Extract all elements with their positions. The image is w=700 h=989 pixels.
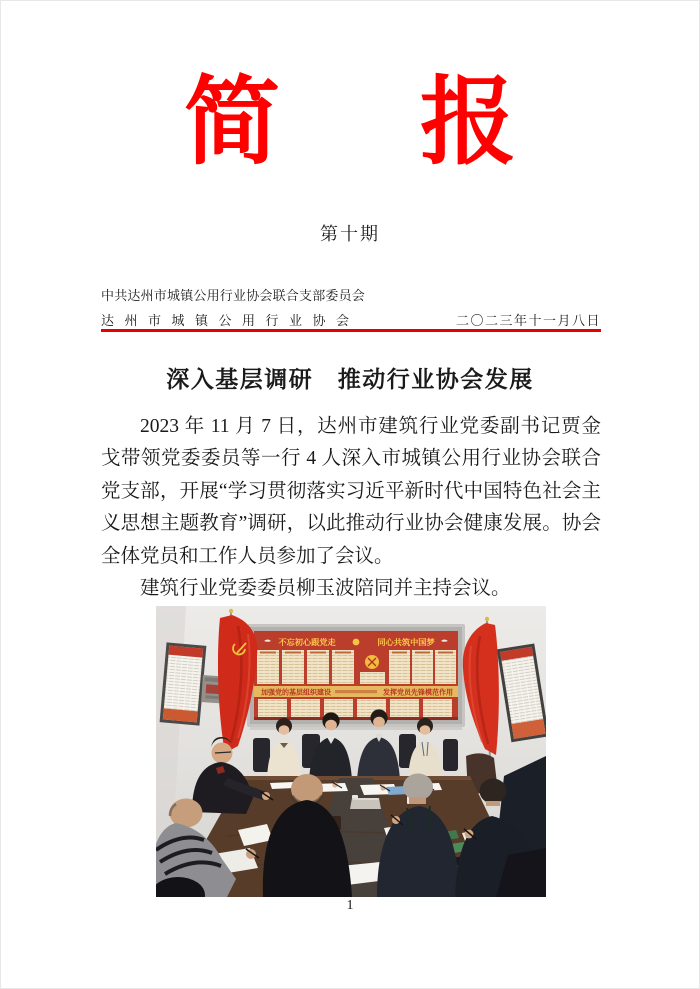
band-right-text: 发挥党员先锋模范作用 [383, 688, 453, 697]
banner-top-left-text: 不忘初心跟党走 [278, 638, 336, 647]
party-emblem-icon [353, 639, 360, 646]
red-divider-rule [101, 329, 601, 332]
article-title: 深入基层调研 推动行业协会发展 [166, 367, 534, 392]
org-name-line1: 中共达州市城镇公用行业协会联合支部委员会 [101, 288, 366, 303]
meeting-photo-illustration [156, 606, 546, 897]
org-name-line2: 达州市城镇公用行业协会 [101, 313, 360, 328]
article-paragraph: 2023 年 11 月 7 日，达州市建筑行业党委副书记贾金戈带领党委委员等一行 4 人深入市城镇公用行业协会联合党支部，开展“学习贯彻落实习近平新时代中国特色社会主义思想主题教育”调研，以此推动行业协会健康发展。协会全体党员和工作人员参加了会议。 [101, 416, 601, 567]
band-small-text [335, 690, 377, 693]
issue-date: 二〇二三年十一月八日 [455, 313, 601, 328]
page-number: 1 [346, 898, 354, 913]
masthead-title [184, 69, 516, 176]
band-left-text: 加强党的基层组织建设 [261, 688, 331, 697]
masthead-char-right: 报 [420, 69, 516, 176]
org-date-row [101, 310, 601, 329]
header-org-block [101, 288, 601, 329]
framed-poster-left [160, 642, 207, 725]
issue-number: 第十期 [320, 224, 380, 244]
article-body [101, 411, 601, 605]
masthead-char-left: 简 [184, 69, 280, 176]
bulletin-board [247, 624, 465, 730]
meeting-photo [156, 606, 546, 897]
article-paragraph: 建筑行业党委委员柳玉波陪同并主持会议。 [140, 578, 511, 600]
banner-top-right-text: 同心共筑中国梦 [377, 638, 435, 647]
